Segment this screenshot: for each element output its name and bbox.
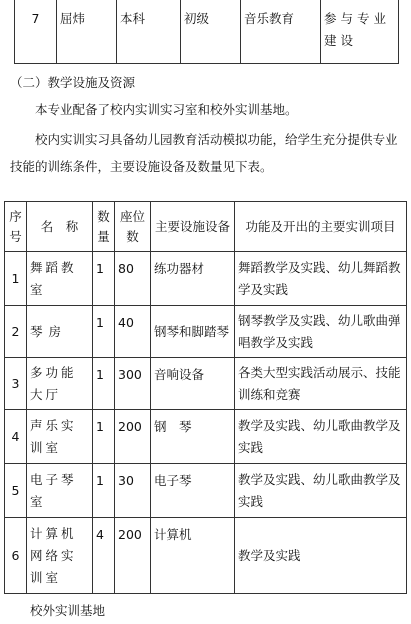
row-seq: 6 — [5, 518, 27, 594]
row-function: 教学及实践 — [235, 518, 407, 594]
row-seats: 200 — [115, 518, 151, 594]
offsite-base-heading: 校外实训基地 — [30, 603, 106, 618]
row-function: 钢琴教学及实践、幼儿歌曲弹唱教学及实践 — [235, 306, 407, 358]
table-row — [5, 410, 407, 464]
row-seats: 200 — [115, 410, 151, 464]
header-name: 名 称 — [27, 202, 93, 252]
row-seq: 5 — [5, 464, 27, 518]
row-equipment: 练功器材 — [151, 252, 235, 306]
row-seq: 3 — [5, 358, 27, 410]
staff-major: 音乐教育 — [241, 0, 321, 64]
row-qty: 4 — [93, 518, 115, 594]
table-row — [5, 464, 407, 518]
row-equipment: 钢琴和脚踏琴 — [151, 306, 235, 358]
row-seq: 1 — [5, 252, 27, 306]
intro-paragraph: 本专业配备了校内实训实习室和校外实训基地。 — [35, 102, 298, 117]
row-qty: 1 — [93, 252, 115, 306]
row-qty: 1 — [93, 410, 115, 464]
row-seats: 300 — [115, 358, 151, 410]
row-qty: 1 — [93, 464, 115, 518]
staff-name: 屈炜 — [57, 0, 117, 64]
row-name: 多功能大厅 — [27, 358, 93, 410]
table-header-row — [5, 202, 407, 252]
row-name: 琴房 — [27, 306, 93, 358]
table-row — [5, 358, 407, 410]
row-seats: 40 — [115, 306, 151, 358]
header-qty: 数量 — [93, 202, 115, 252]
staff-row — [15, 0, 399, 64]
row-name: 声乐实训室 — [27, 410, 93, 464]
header-function: 功能及开出的主要实训项目 — [235, 202, 407, 252]
row-function: 各类大型实践活动展示、技能训练和竞赛 — [235, 358, 407, 410]
table-row — [5, 306, 407, 358]
row-equipment: 电子琴 — [151, 464, 235, 518]
row-function: 教学及实践、幼儿歌曲教学及实践 — [235, 410, 407, 464]
header-equipment: 主要设施设备 — [151, 202, 235, 252]
header-seats: 座位数 — [115, 202, 151, 252]
table-row — [5, 252, 407, 306]
staff-role: 参与专业建设 — [321, 0, 399, 64]
row-qty: 1 — [93, 358, 115, 410]
staff-table-fragment — [14, 0, 399, 64]
row-name: 电子琴室 — [27, 464, 93, 518]
row-seats: 30 — [115, 464, 151, 518]
section-heading: （二）教学设施及资源 — [10, 75, 136, 90]
facility-paragraph: 校内实训实习具备幼儿园教育活动模拟功能，给学生充分提供专业技能的训练条件，主要设施设备及数量见下表。 — [10, 132, 398, 174]
row-equipment: 计算机 — [151, 518, 235, 594]
row-equipment: 音响设备 — [151, 358, 235, 410]
row-seq: 4 — [5, 410, 27, 464]
row-equipment: 钢 琴 — [151, 410, 235, 464]
row-qty: 1 — [93, 306, 115, 358]
table-row — [5, 518, 407, 594]
row-name: 计算机网络实训室 — [27, 518, 93, 594]
row-function: 舞蹈教学及实践、幼儿舞蹈教学及实践 — [235, 252, 407, 306]
header-seq: 序号 — [5, 202, 27, 252]
staff-seq: 7 — [15, 0, 57, 64]
row-seq: 2 — [5, 306, 27, 358]
row-seats: 80 — [115, 252, 151, 306]
facilities-table — [4, 201, 407, 594]
row-name: 舞蹈教室 — [27, 252, 93, 306]
row-function: 教学及实践、幼儿歌曲教学及实践 — [235, 464, 407, 518]
staff-degree: 本科 — [117, 0, 181, 64]
staff-title: 初级 — [181, 0, 241, 64]
